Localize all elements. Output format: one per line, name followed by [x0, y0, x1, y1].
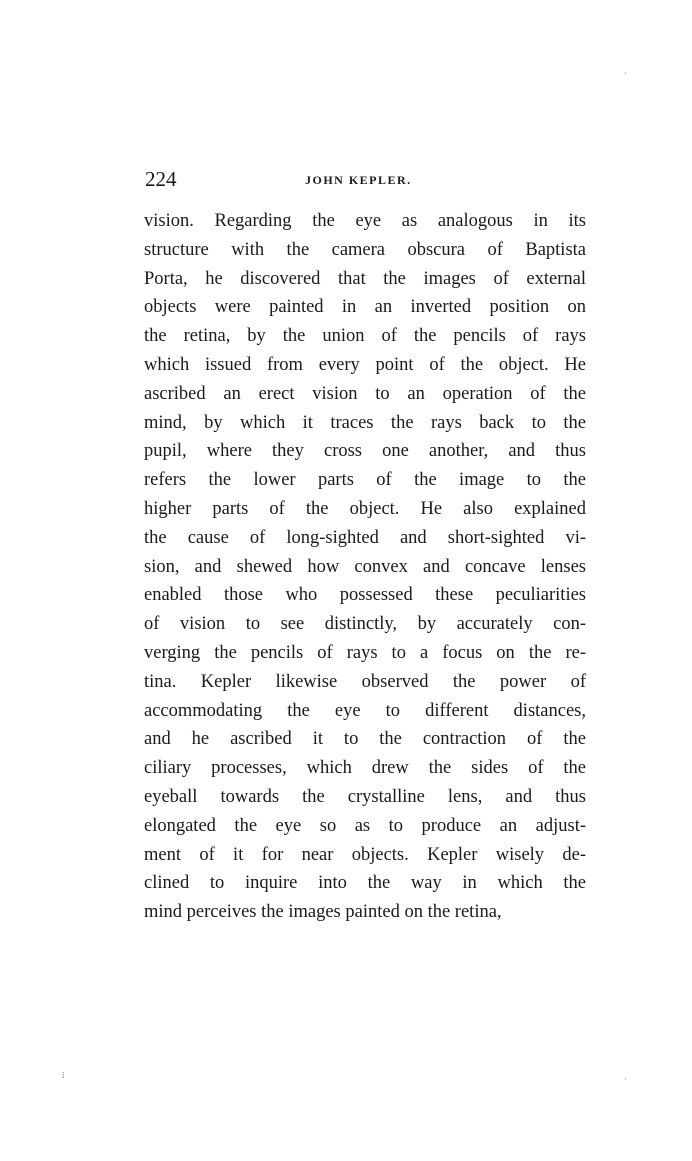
text-line: and he ascribed it to the contraction of the [144, 729, 586, 750]
text-line: elongated the eye so as to produce an adjust- [144, 815, 586, 836]
text-line: the retina, by the union of the pencils of rays [144, 326, 586, 347]
text-line: accommodating the eye to different distances, [144, 700, 586, 721]
text-line: of vision to see distinctly, by accurately con- [144, 614, 586, 635]
page-header [145, 166, 585, 192]
text-line: higher parts of the object. He also explained [144, 498, 586, 519]
scan-speck-bottom-left: ⁞ [62, 1071, 65, 1080]
text-line: tina. Kepler likewise observed the power of [144, 671, 586, 692]
scan-speck-top-right: · [624, 69, 627, 78]
text-line: vision. Regarding the eye as analogous in its [144, 211, 586, 231]
text-line: sion, and shewed how convex and concave lenses [144, 556, 586, 577]
text-line: ascribed an erect vision to an operation of the [144, 383, 586, 404]
body-text [144, 207, 586, 927]
scan-speck-bottom-right: · [624, 1075, 627, 1084]
text-line: enabled those who possessed these peculiarities [144, 585, 586, 606]
text-line: eyeball towards the crystalline lens, and thus [144, 786, 586, 807]
text-line: Porta, he discovered that the images of external [144, 268, 586, 289]
text-line: mind, by which it traces the rays back to the [144, 412, 586, 433]
text-line: ment of it for near objects. Kepler wisely de- [144, 844, 586, 865]
text-line: the cause of long-sighted and short-sighted vi- [144, 527, 586, 548]
text-line: objects were painted in an inverted position on [144, 297, 586, 318]
text-line: pupil, where they cross one another, and thus [144, 441, 586, 462]
text-line: refers the lower parts of the image to the [144, 470, 586, 491]
text-line: structure with the camera obscura of Baptista [144, 239, 586, 260]
page-number: 224 [145, 167, 177, 191]
text-line: ciliary processes, which drew the sides of the [144, 758, 586, 779]
text-line: mind perceives the images painted on the retina, [144, 902, 502, 923]
text-line: which issued from every point of the object. He [144, 354, 586, 375]
running-head: JOHN KEPLER. [305, 173, 412, 187]
text-line: verging the pencils of rays to a focus on the re- [144, 642, 586, 663]
text-line: clined to inquire into the way in which the [144, 873, 586, 894]
